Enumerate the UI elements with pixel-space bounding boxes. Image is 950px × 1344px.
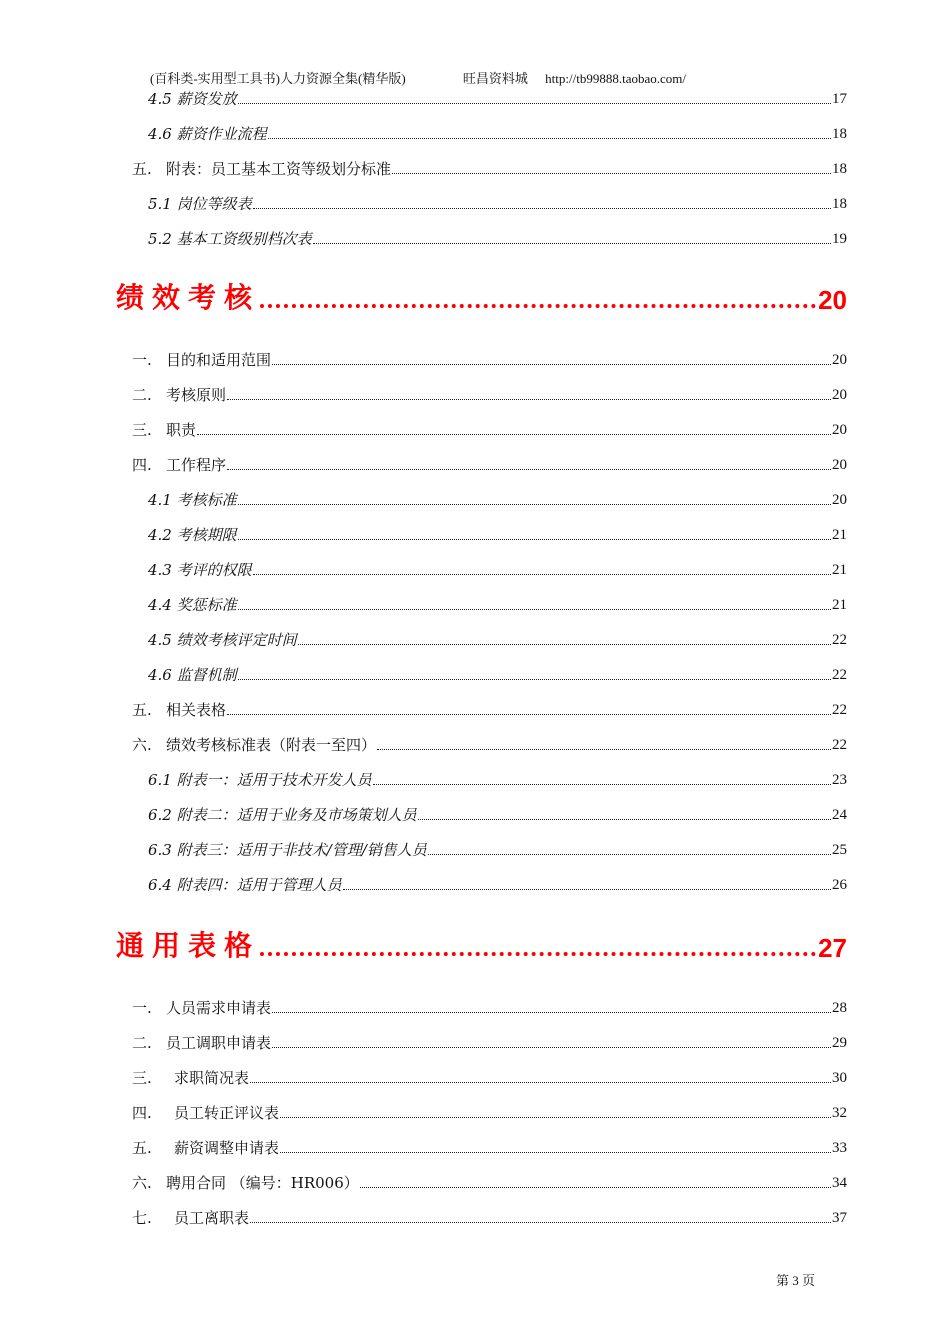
- dot-leader: [343, 888, 831, 890]
- dot-leader: [272, 1046, 831, 1048]
- dot-leader: [227, 468, 831, 470]
- dot-leader: [260, 303, 816, 308]
- toc-entry-number: 五.: [132, 160, 152, 178]
- dot-leader: [227, 398, 831, 400]
- toc-entry[interactable]: [148, 594, 847, 616]
- toc-entry-page: 30: [832, 1070, 847, 1086]
- toc-entry[interactable]: [148, 228, 847, 250]
- chapter-page: 27: [818, 933, 847, 963]
- toc-entry-title: 工作程序: [166, 456, 227, 474]
- dot-leader: [197, 433, 831, 435]
- dot-leader: [272, 1011, 831, 1013]
- toc-entry-number: 4.2: [148, 526, 172, 544]
- toc-entry[interactable]: [132, 1102, 847, 1124]
- toc-entry[interactable]: [132, 384, 847, 406]
- toc-entry-number: 5.2: [148, 230, 172, 248]
- dot-leader: [227, 713, 831, 715]
- toc-entry[interactable]: [132, 1207, 847, 1229]
- toc-entry-page: 20: [832, 422, 847, 438]
- toc-entry-page: 37: [832, 1210, 847, 1226]
- toc-entry[interactable]: [148, 804, 847, 826]
- toc-entry-page: 24: [832, 807, 847, 823]
- toc-entry-title: 目的和适用范围: [166, 351, 272, 369]
- toc-entry[interactable]: [132, 699, 847, 721]
- toc-entry[interactable]: [132, 997, 847, 1019]
- toc-entry[interactable]: [148, 769, 847, 791]
- toc-entry[interactable]: [148, 664, 847, 686]
- toc-entry-title: 监督机制: [176, 666, 237, 684]
- toc-entry[interactable]: [132, 1172, 847, 1194]
- dot-leader: [298, 643, 831, 645]
- toc-entry[interactable]: [148, 88, 847, 110]
- toc-entry[interactable]: [132, 1032, 847, 1054]
- chapter-heading-forms[interactable]: [116, 924, 847, 964]
- toc-entry-title: 附表一：适用于技术开发人员: [176, 771, 372, 789]
- toc-entry[interactable]: [148, 524, 847, 546]
- toc-entry-page: 17: [832, 91, 847, 107]
- toc-entry-number: 四.: [132, 1104, 152, 1122]
- header-shop-name: 旺昌资料城: [462, 71, 528, 86]
- toc-entry-number: 4.4: [148, 596, 172, 614]
- toc-entry-number: 六.: [132, 1174, 152, 1192]
- header-url: http://tb99888.taobao.com/: [545, 71, 686, 86]
- toc-entry[interactable]: [148, 874, 847, 896]
- toc-entry-number: 一.: [132, 351, 152, 369]
- toc-entry-page: 18: [832, 196, 847, 212]
- toc-entry-page: 28: [832, 1000, 847, 1016]
- toc-entry-page: 22: [832, 702, 847, 718]
- dot-leader: [250, 1221, 831, 1223]
- toc-entry-title: 基本工资级别档次表: [176, 230, 312, 248]
- toc-entry[interactable]: [148, 193, 847, 215]
- toc-entry-title: 职责: [166, 421, 197, 439]
- dot-leader: [377, 748, 831, 750]
- dot-leader: [428, 853, 831, 855]
- toc-entry-page: 22: [832, 632, 847, 648]
- toc-entry-number: 6.3: [148, 841, 172, 859]
- chapter-title: 通用表格: [116, 929, 261, 962]
- toc-entry-number: 4.6: [148, 125, 172, 143]
- toc-entry-title: 求职简况表: [174, 1069, 250, 1087]
- toc-entry-page: 22: [832, 737, 847, 753]
- dot-leader: [360, 1186, 831, 1188]
- toc-entry-page: 21: [832, 597, 847, 613]
- toc-entry-number: 五.: [132, 1139, 152, 1157]
- dot-leader: [313, 242, 831, 244]
- toc-entry-number: 4.5: [148, 90, 172, 108]
- toc-entry-page: 26: [832, 877, 847, 893]
- dot-leader: [280, 1151, 831, 1153]
- toc-entry[interactable]: [148, 559, 847, 581]
- dot-leader: [253, 207, 831, 209]
- dot-leader: [238, 608, 831, 610]
- toc-entry-number: 三.: [132, 1069, 152, 1087]
- toc-entry-number: 4.5: [148, 631, 172, 649]
- dot-leader: [238, 102, 831, 104]
- toc-entry[interactable]: [148, 629, 847, 651]
- toc-entry-title: 附表：员工基本工资等级划分标准: [166, 160, 392, 178]
- toc-entry-title: 薪资发放: [176, 90, 237, 108]
- toc-entry-title: 人员需求申请表: [166, 999, 272, 1017]
- dot-leader: [280, 1116, 831, 1118]
- toc-entry-number: 七.: [132, 1209, 152, 1227]
- toc-entry-number: 一.: [132, 999, 152, 1017]
- toc-entry-page: 20: [832, 387, 847, 403]
- dot-leader: [260, 951, 816, 956]
- toc-entry-number: 6.4: [148, 876, 172, 894]
- toc-entry-number: 4.3: [148, 561, 172, 579]
- toc-entry-page: 21: [832, 562, 847, 578]
- toc-entry-title: 绩效考核标准表（附表一至四）: [166, 736, 377, 754]
- dot-leader: [272, 363, 831, 365]
- toc-entry-title: 岗位等级表: [176, 195, 252, 213]
- page-header: [150, 68, 686, 87]
- dot-leader: [253, 573, 831, 575]
- toc-entry-title: 附表二：适用于业务及市场策划人员: [176, 806, 417, 824]
- toc-entry[interactable]: [148, 123, 847, 145]
- page-number: 第 3 页: [776, 1273, 816, 1288]
- toc-entry[interactable]: [132, 734, 847, 756]
- toc-entry[interactable]: [148, 489, 847, 511]
- toc-entry-number: 6.1: [148, 771, 172, 789]
- toc-entry-page: 18: [832, 126, 847, 142]
- toc-entry-title: 考核标准: [176, 491, 237, 509]
- toc-entry-page: 25: [832, 842, 847, 858]
- toc-entry-number: 三.: [132, 421, 152, 439]
- dot-leader: [418, 818, 831, 820]
- toc-entry-title: 考核期限: [176, 526, 237, 544]
- dot-leader: [238, 538, 831, 540]
- toc-entry-page: 29: [832, 1035, 847, 1051]
- toc-entry-title: 附表四：适用于管理人员: [176, 876, 342, 894]
- toc-entry-page: 21: [832, 527, 847, 543]
- toc-entry-number: 4.6: [148, 666, 172, 684]
- toc-entry-page: 23: [832, 772, 847, 788]
- toc-entry[interactable]: [132, 419, 847, 441]
- dot-leader: [268, 137, 831, 139]
- toc-entry[interactable]: [132, 454, 847, 476]
- toc-entry-page: 22: [832, 667, 847, 683]
- toc-entry-number: 4.1: [148, 491, 172, 509]
- toc-entry-title: 聘用合同 （编号：HR006）: [166, 1174, 359, 1192]
- toc-entry-title: 奖惩标准: [176, 596, 237, 614]
- toc-entry-page: 19: [832, 231, 847, 247]
- toc-entry-title: 薪资作业流程: [176, 125, 267, 143]
- toc-entry-page: 20: [832, 457, 847, 473]
- toc-entry-page: 20: [832, 352, 847, 368]
- toc-entry-title: 考核原则: [166, 386, 227, 404]
- chapter-title: 绩效考核: [116, 281, 261, 314]
- toc-entry-page: 32: [832, 1105, 847, 1121]
- toc-entry[interactable]: [148, 839, 847, 861]
- chapter-page: 20: [818, 285, 847, 315]
- toc-entry-title: 相关表格: [166, 701, 227, 719]
- toc-entry-page: 18: [832, 161, 847, 177]
- toc-entry[interactable]: [132, 349, 847, 371]
- toc-entry-title: 附表三：适用于非技术/管理/销售人员: [176, 841, 427, 859]
- toc-entry-page: 33: [832, 1140, 847, 1156]
- toc-entry[interactable]: [132, 158, 847, 180]
- toc-entry-page: 34: [832, 1175, 847, 1191]
- toc-entry-page: 20: [832, 492, 847, 508]
- toc-entry-title: 考评的权限: [176, 561, 252, 579]
- toc-entry-title: 员工离职表: [174, 1209, 250, 1227]
- toc-entry-number: 5.1: [148, 195, 172, 213]
- toc-entry-number: 六.: [132, 736, 152, 754]
- dot-leader: [373, 783, 831, 785]
- toc-entry-number: 6.2: [148, 806, 172, 824]
- toc-entry-title: 绩效考核评定时间: [176, 631, 297, 649]
- dot-leader: [250, 1081, 831, 1083]
- dot-leader: [392, 172, 831, 174]
- toc-entry-title: 员工调职申请表: [166, 1034, 272, 1052]
- toc-entry[interactable]: [132, 1067, 847, 1089]
- toc-entry[interactable]: [132, 1137, 847, 1159]
- toc-entry-number: 四.: [132, 456, 152, 474]
- toc-entry-number: 五.: [132, 701, 152, 719]
- dot-leader: [238, 503, 831, 505]
- toc-entry-number: 二.: [132, 1034, 152, 1052]
- toc-entry-title: 薪资调整申请表: [174, 1139, 280, 1157]
- toc-entry-number: 二.: [132, 386, 152, 404]
- header-book-title: (百科类-实用型工具书)人力资源全集(精华版): [150, 71, 406, 86]
- dot-leader: [238, 678, 831, 680]
- chapter-heading-performance[interactable]: [116, 276, 847, 316]
- toc-entry-title: 员工转正评议表: [174, 1104, 280, 1122]
